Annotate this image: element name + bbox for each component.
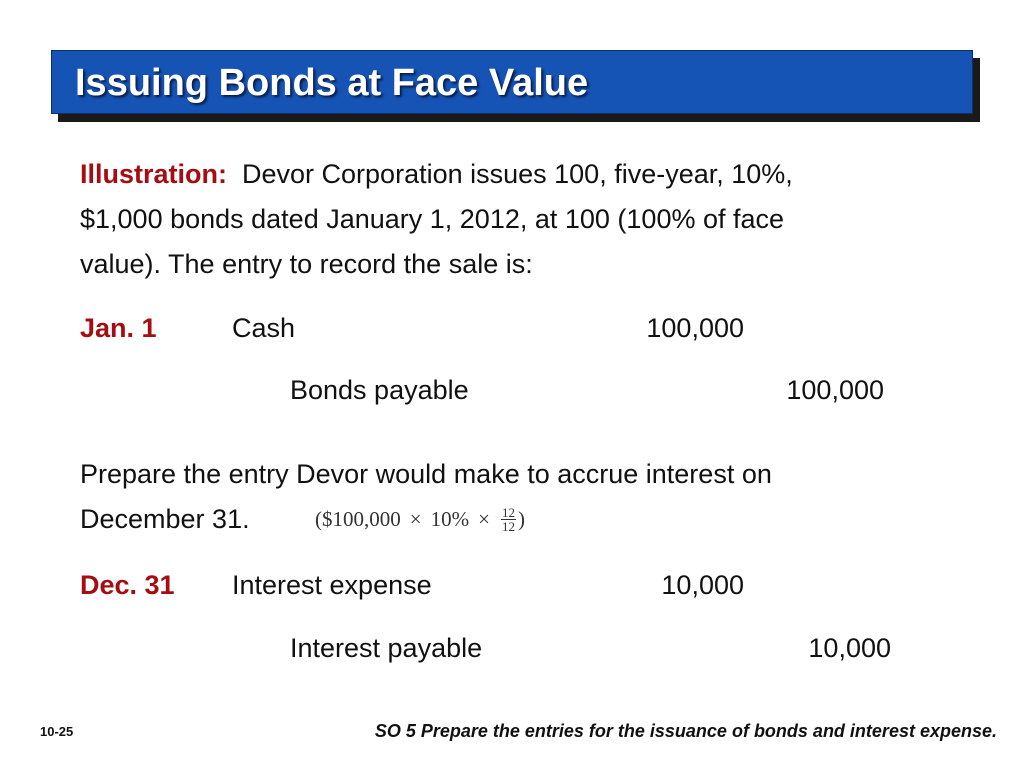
- illustration-line-2: $1,000 bonds dated January 1, 2012, at 100 (100% of face: [80, 204, 785, 234]
- prompt-line-2: December 31.: [80, 504, 250, 534]
- entry1-credit-account: Bonds payable: [290, 375, 469, 405]
- entry1-credit-amount: 100,000: [786, 375, 884, 405]
- formula-times-sign: ×: [478, 507, 490, 531]
- prompt-line-1: Prepare the entry Devor would make to accrue interest on: [80, 459, 772, 489]
- entry2-debit-amount: 10,000: [661, 570, 744, 600]
- entry2-date: Dec. 31: [80, 570, 175, 600]
- illustration-text-1: Devor Corporation issues 100, five-year, 10%,: [242, 159, 793, 189]
- title-bar: [51, 50, 973, 114]
- fraction-numerator: 12: [501, 505, 515, 520]
- entry2-debit-account: Interest expense: [232, 570, 432, 600]
- slide-title: Issuing Bonds at Face Value: [75, 62, 589, 104]
- illustration-line-3: value). The entry to record the sale is:: [80, 249, 533, 279]
- formula-principal: ($100,000: [315, 507, 401, 531]
- entry2-credit-amount: 10,000: [808, 633, 891, 663]
- slide-number: 10-25: [40, 724, 74, 739]
- formula-fraction: [501, 506, 516, 533]
- entry1-debit-amount: 100,000: [646, 313, 744, 343]
- entry1-debit-account: Cash: [232, 313, 296, 343]
- entry1-date: Jan. 1: [80, 313, 157, 343]
- interest-formula: [315, 506, 525, 533]
- illustration-line-1: [80, 152, 793, 197]
- fraction-denominator: 12: [501, 519, 515, 534]
- study-objective: SO 5 Prepare the entries for the issuance of bonds and interest expense.: [374, 721, 997, 741]
- formula-times-sign: ×: [409, 507, 422, 531]
- formula-rate: 10%: [430, 507, 470, 531]
- entry2-credit-account: Interest payable: [290, 633, 483, 663]
- formula-close-paren: ): [517, 507, 525, 531]
- illustration-label: Illustration:: [80, 159, 227, 189]
